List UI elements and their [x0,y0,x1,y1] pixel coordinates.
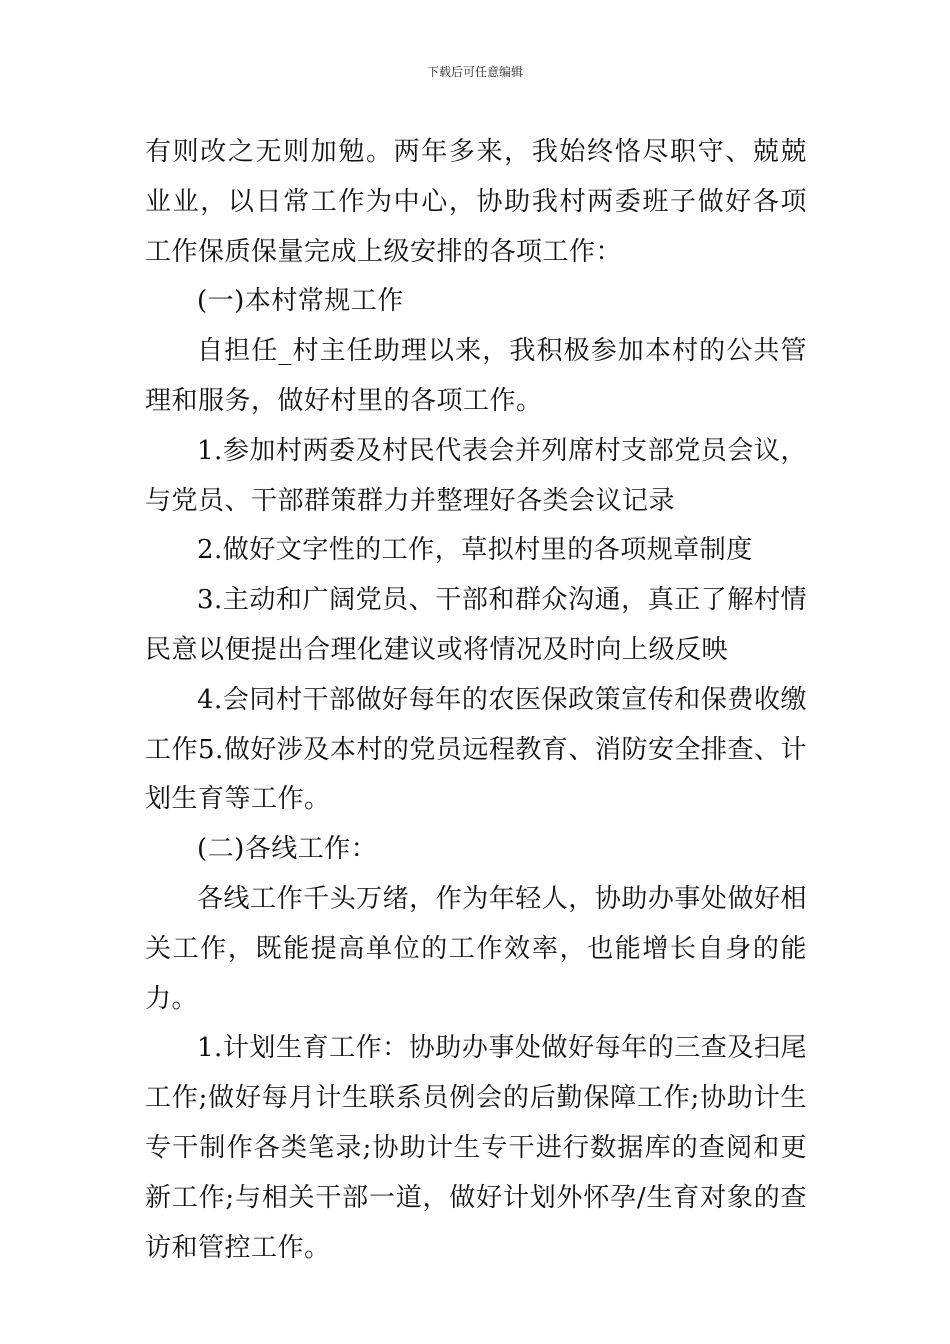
paragraph-line-work-intro: 各线工作千头万绪，作为年轻人，协助办事处做好相关工作，既能提高单位的工作效率，也能增长自身的能力。 [145,883,807,1014]
page-header: 下载后可任意编辑 [426,65,523,79]
section-heading-routine-work: (一)本村常规工作 [197,286,404,317]
list-item-2: 2.做好文字性的工作，草拟村里的各项规章制度 [197,535,753,566]
list-item-4-5: 4.会同村干部做好每年的农医保政策宣传和保费收缴工作5.做好涉及本村的党员远程教育、消防安全排查、计划生育等工作。 [145,684,807,815]
list-item-family-planning: 1.计划生育工作：协助办事处做好每年的三查及扫尾工作;做好每月计生联系员例会的后勤保障工作;协助计生专干制作各类笔录;协助计生专干进行数据库的查阅和更新工作;与相关干部一道，做好计划外怀孕/生育对象的查访和管控工作。 [145,1033,807,1263]
paragraph-routine-intro: 自担任_村主任助理以来，我积极参加本村的公共管理和服务，做好村里的各项工作。 [145,336,807,416]
section-heading-line-work: (二)各线工作： [197,834,378,865]
document-body [145,128,807,1273]
list-item-3: 3.主动和广阔党员、干部和群众沟通，真正了解村情民意以便提出合理化建议或将情况及时向上级反映 [145,585,807,665]
paragraph-intro: 有则改之无则加勉。两年多来，我始终恪尽职守、兢兢业业，以日常工作为中心，协助我村两委班子做好各项工作保质保量完成上级安排的各项工作： [145,137,807,267]
list-item-1: 1.参加村两委及村民代表会并列席村支部党员会议，与党员、干部群策群力并整理好各类会议记录 [145,435,807,516]
